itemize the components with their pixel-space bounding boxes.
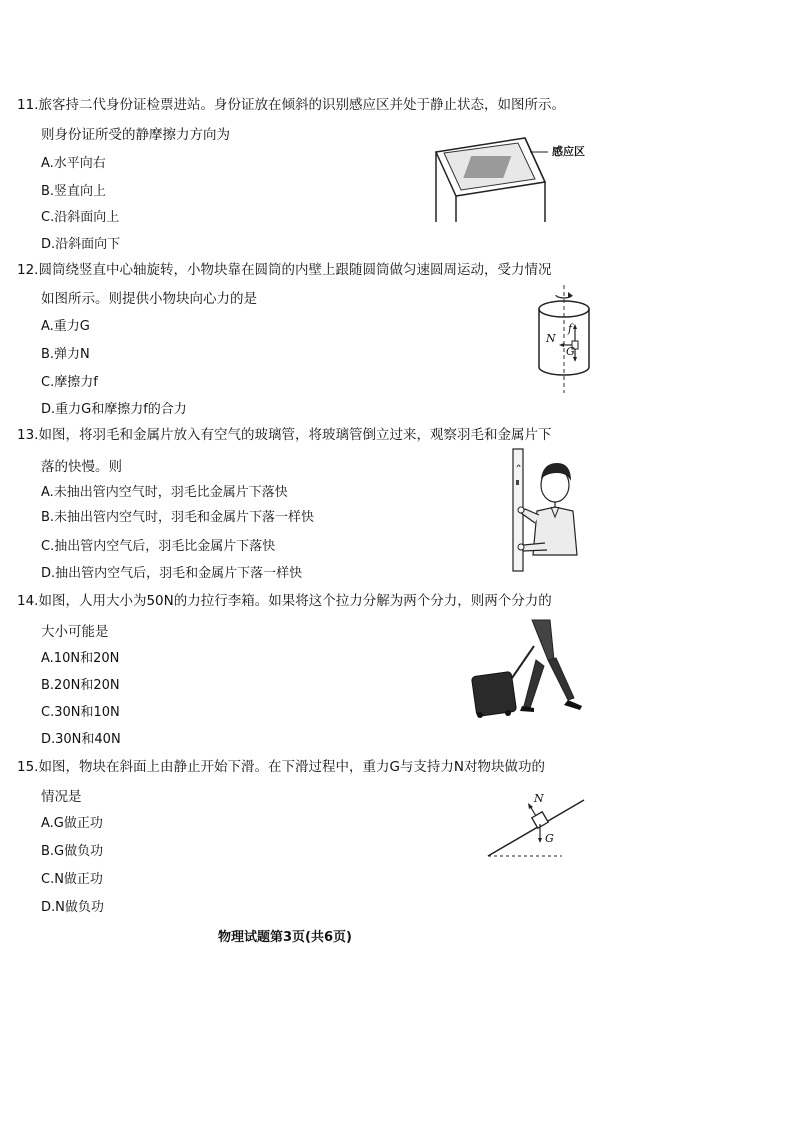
q13-option-d: D.抽出管内空气后，羽毛和金属片下落一样快: [41, 566, 303, 581]
sensing-area-label: 感应区: [552, 145, 585, 158]
q13-option-a: A.未抽出管内空气时，羽毛比金属片下落快: [41, 485, 288, 500]
q15-option-b: B.G做负功: [41, 844, 104, 859]
q13-option-b: B.未抽出管内空气时，羽毛和金属片下落一样快: [41, 510, 315, 525]
q12-option-c: C.摩擦力f: [41, 375, 98, 390]
q14-option-b: B.20N和20N: [41, 678, 120, 693]
force-n-label: N: [546, 332, 556, 345]
q13-stem-line2: 落的快慢。则: [41, 459, 122, 475]
q13-stem-line1: 13.如图，将羽毛和金属片放入有空气的玻璃管，将玻璃管倒立过来，观察羽毛和金属片下: [17, 427, 552, 443]
q15-option-c: C.N做正功: [41, 872, 103, 887]
q12-stem-line1: 12.圆筒绕竖直中心轴旋转，小物块靠在圆筒的内壁上跟随圆筒做匀速圆周运动，受力情况: [17, 262, 552, 278]
incline-g-label: G: [545, 832, 554, 845]
suitcase-pulling-figure: [466, 616, 588, 720]
q15-option-d: D.N做负功: [41, 900, 104, 915]
page-footer: 物理试题第3页(共6页): [218, 930, 352, 945]
force-f-label: f: [568, 322, 573, 335]
q11-option-a: A.水平向右: [41, 156, 106, 171]
q11-option-d: D.沿斜面向下: [41, 237, 121, 252]
q15-option-a: A.G做正功: [41, 816, 103, 831]
q11-stem-line2: 则身份证所受的静摩擦力方向为: [41, 127, 230, 143]
force-g-label: G: [566, 345, 575, 358]
rotating-cylinder-figure: [528, 283, 590, 395]
q15-stem-line1: 15.如图，物块在斜面上由静止开始下滑。在下滑过程中，重力G与支持力N对物块做功的: [17, 759, 546, 775]
q14-option-a: A.10N和20N: [41, 651, 120, 666]
q12-option-a: A.重力G: [41, 319, 90, 334]
q12-stem-line2: 如图所示。则提供小物块向心力的是: [41, 291, 257, 307]
q14-stem-line1: 14.如图，人用大小为50N的力拉行李箱。如果将这个拉力分解为两个分力，则两个分力的: [17, 593, 552, 609]
incline-n-label: N: [534, 792, 544, 805]
q14-option-c: C.30N和10N: [41, 705, 120, 720]
q14-option-d: D.30N和40N: [41, 732, 121, 747]
q14-stem-line2: 大小可能是: [41, 624, 109, 640]
q11-option-b: B.竖直向上: [41, 184, 107, 199]
q11-option-c: C.沿斜面向上: [41, 210, 120, 225]
q12-option-b: B.弹力N: [41, 347, 90, 362]
glass-tube-person-figure: [505, 447, 585, 573]
q11-stem-line1: 11.旅客持二代身份证检票进站。身份证放在倾斜的识别感应区并处于静止状态，如图所示。: [17, 97, 565, 113]
q12-option-d: D.重力G和摩擦力f的合力: [41, 402, 187, 417]
q13-option-c: C.抽出管内空气后，羽毛比金属片下落快: [41, 539, 276, 554]
q15-stem-line2: 情况是: [41, 789, 82, 805]
